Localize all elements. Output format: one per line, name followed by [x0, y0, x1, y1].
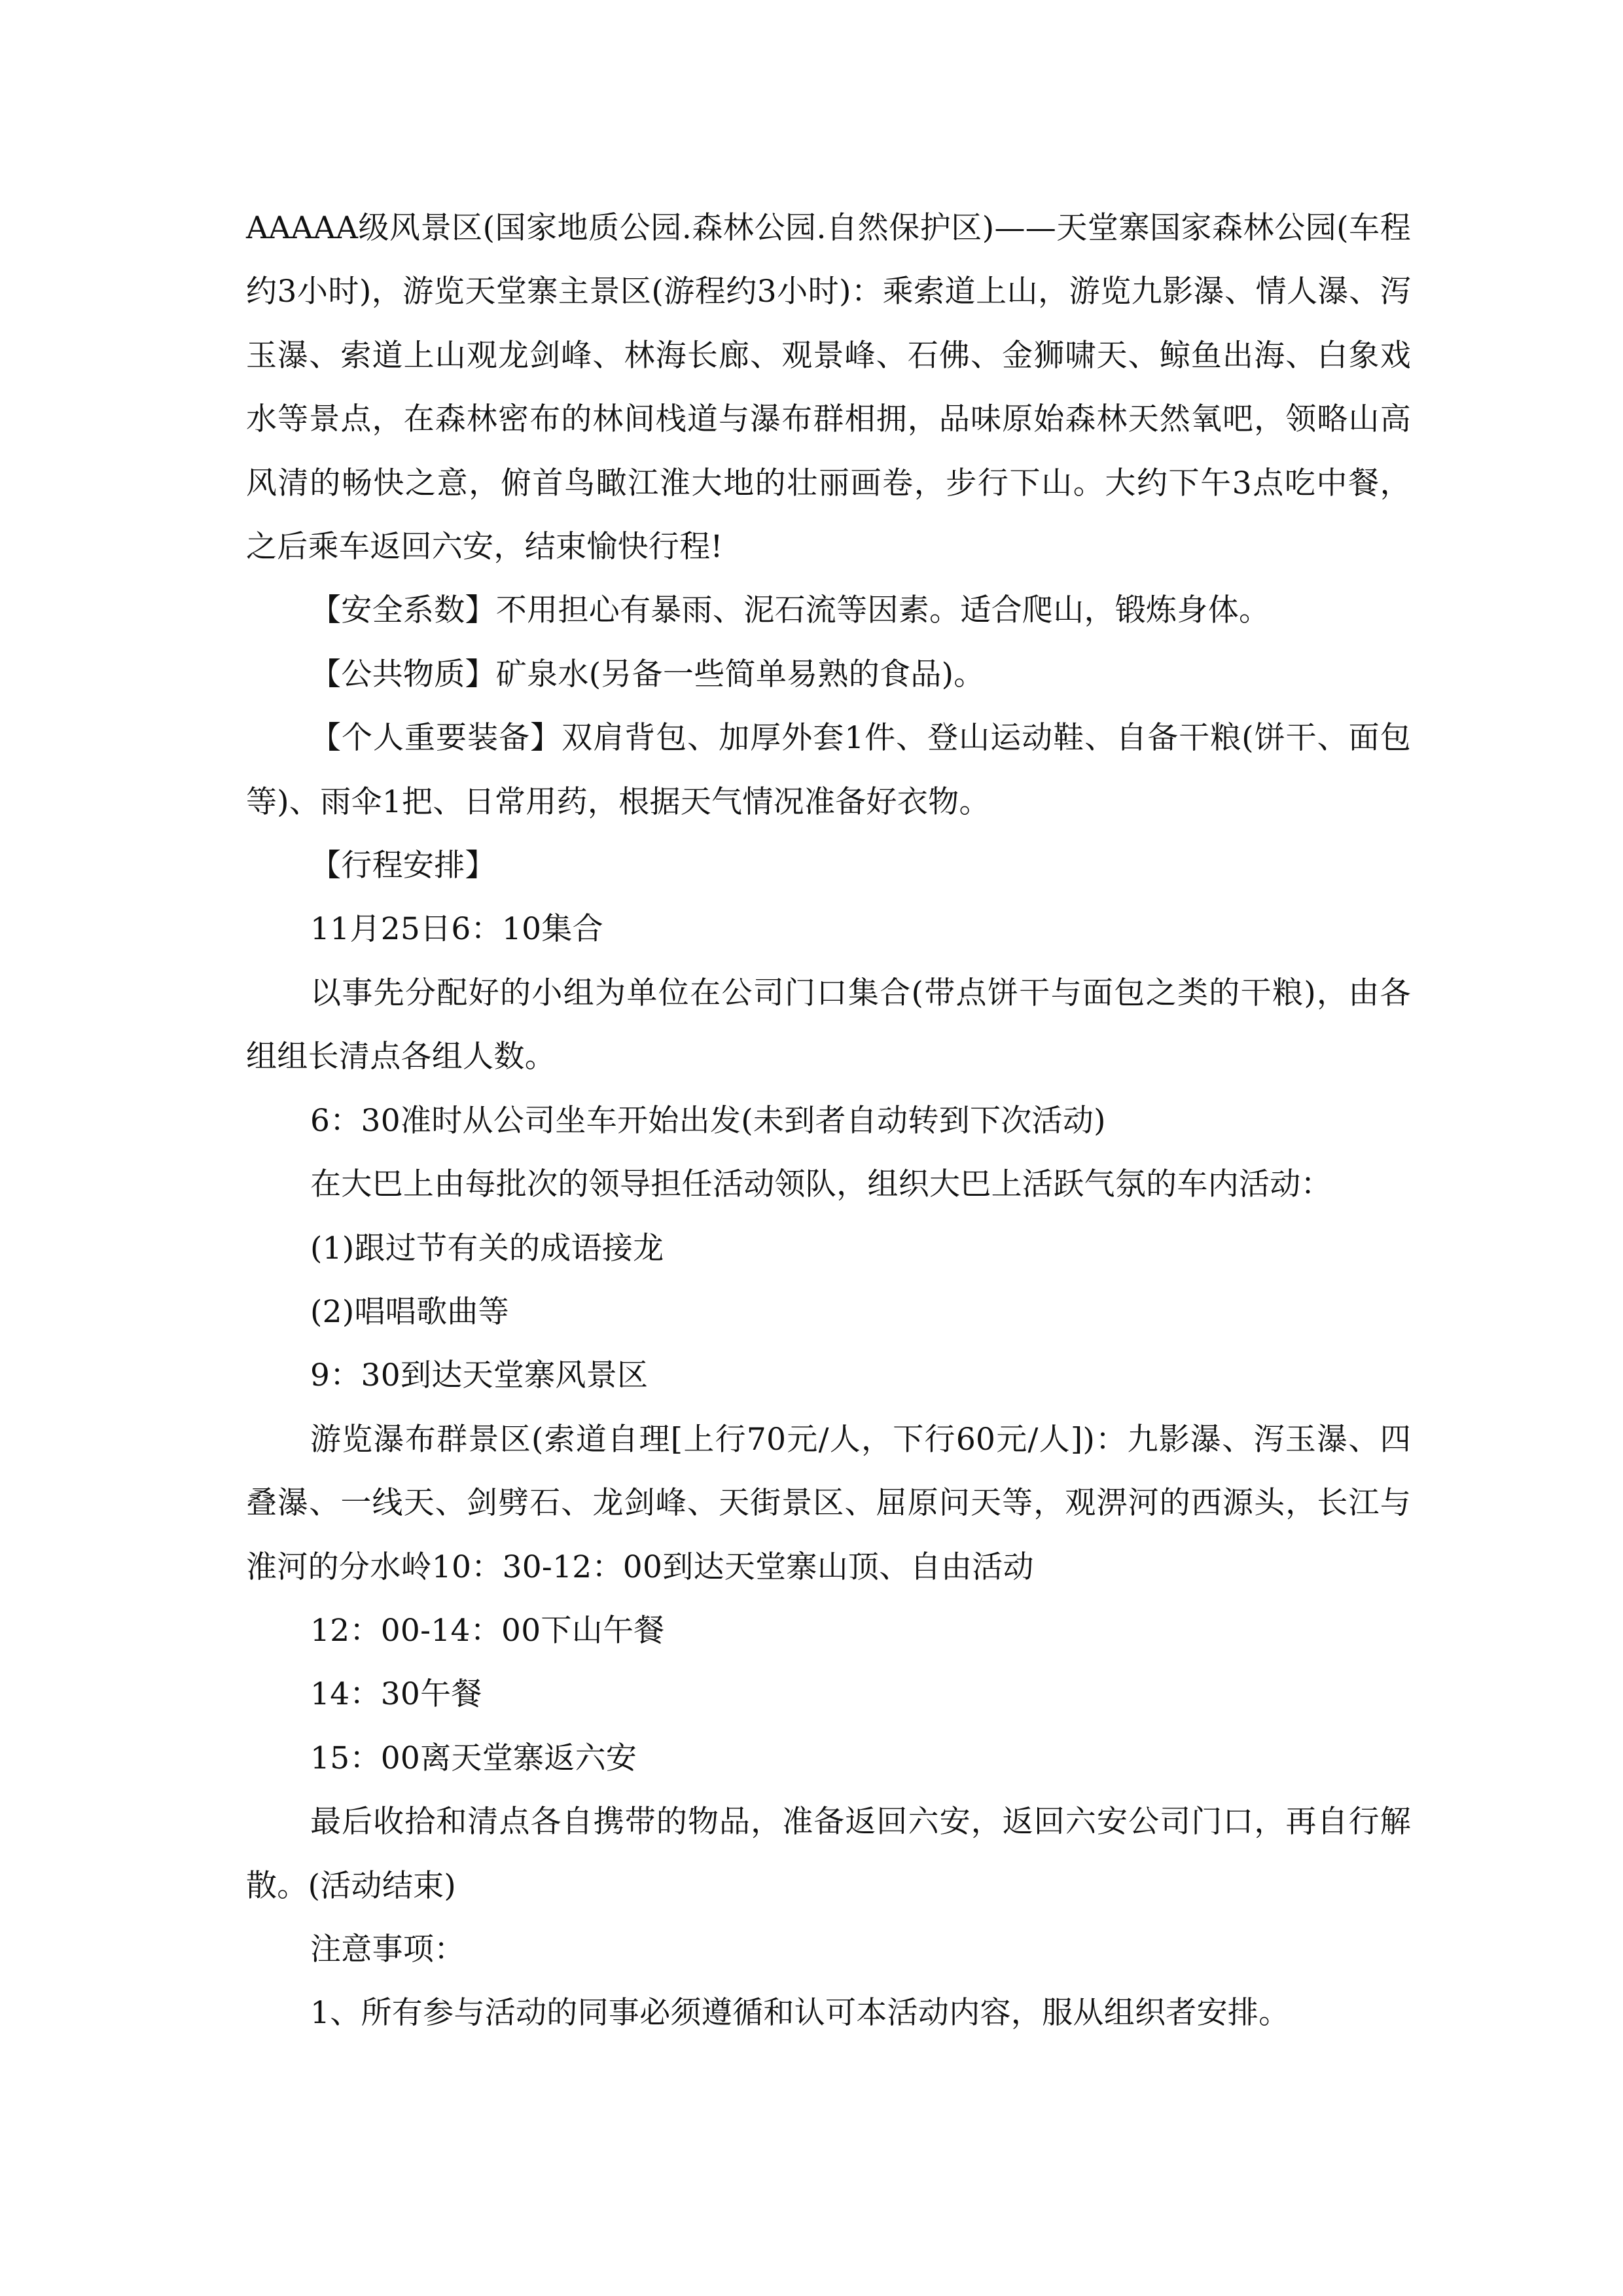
- paragraph-bus-activities: 在大巴上由每批次的领导担任活动领队，组织大巴上活跃气氛的车内活动：: [310, 1166, 1332, 1203]
- paragraph-descent-lunch: 12：00-14：00下山午餐: [310, 1612, 665, 1649]
- paragraph-departure: 6：30准时从公司坐车开始出发(未到者自动转到下次活动): [310, 1102, 1106, 1139]
- paragraph-safety-factor: 【安全系数】不用担心有暴雨、泥石流等因素。适合爬山，锻炼身体。: [310, 592, 1270, 629]
- paragraph-activity-1: (1)跟过节有关的成语接龙: [310, 1230, 664, 1266]
- paragraph-personal-equipment: 【个人重要装备】双肩背包、加厚外套1件、登山运动鞋、自备干粮(饼干、面包等)、雨伞1把、日常用药，根据天气情况准备好衣物。: [246, 720, 1411, 820]
- paragraph-scenic-description: AAAAA级风景区(国家地质公园.森林公园.自然保护区)——天堂寨国家森林公园(车程约3小时)，游览天堂寨主景区(游程约3小时)：乘索道上山，游览九影瀑、情人瀑、泻玉瀑、索道上山观龙剑峰、林海长廊、观景峰、石佛、金狮啸天、鲸鱼出海、白象戏水等景点，在森林密布的林间栈道与瀑布群相拥，品味原始森林天然氧吧，领略山高风清的畅快之意，俯首鸟瞰江淮大地的壮丽画卷，步行下山。大约下午3点吃中餐，之后乘车返回六安，结束愉快行程!: [246, 210, 1411, 565]
- paragraph-notes-heading: 注意事项：: [310, 1931, 465, 1967]
- paragraph-note-1: 1、所有参与活动的同事必须遵循和认可本活动内容，服从组织者安排。: [310, 1995, 1290, 2032]
- paragraph-arrival: 9：30到达天堂寨风景区: [310, 1357, 649, 1394]
- paragraph-activity-2: (2)唱唱歌曲等: [310, 1293, 509, 1330]
- paragraph-lunch: 14：30午餐: [310, 1676, 482, 1713]
- paragraph-itinerary-heading: 【行程安排】: [310, 848, 496, 884]
- paragraph-gather-details: 以事先分配好的小组为单位在公司门口集合(带点饼干与面包之类的干粮)，由各组组长清点各组人数。: [246, 975, 1411, 1075]
- paragraph-dismissal: 最后收拾和清点各自携带的物品，准备返回六安，返回六安公司门口，再自行解散。(活动结束): [246, 1804, 1411, 1904]
- document-body: [246, 196, 1411, 2045]
- paragraph-waterfall-tour: 游览瀑布群景区(索道自理[上行70元/人，下行60元/人])：九影瀑、泻玉瀑、四叠瀑、一线天、剑劈石、龙剑峰、天街景区、屈原问天等，观淠河的西源头，长江与淮河的分水岭10：30-12：00到达天堂寨山顶、自由活动: [246, 1421, 1411, 1585]
- paragraph-public-supplies: 【公共物质】矿泉水(另备一些简单易熟的食品)。: [310, 656, 985, 692]
- paragraph-return: 15：00离天堂寨返六安: [310, 1740, 637, 1776]
- paragraph-gather-time: 11月25日6：10集合: [310, 911, 603, 948]
